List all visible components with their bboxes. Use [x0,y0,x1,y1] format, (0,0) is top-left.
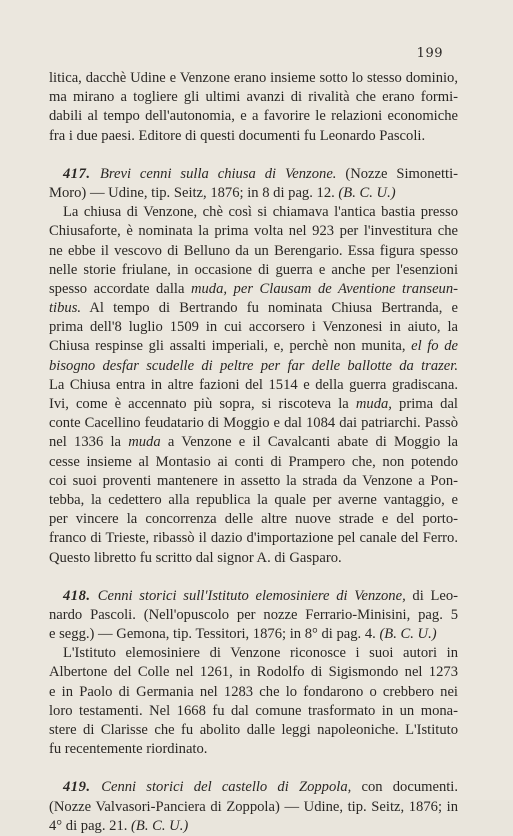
text-segment: tebba, la cedettero alla republica la quale per averne vantaggio, e [49,491,458,508]
entry-body-line [49,299,458,318]
text-line: fra i due paesi. Editore di questi documenti fu Leonardo Pascoli. [49,127,426,144]
text-segment: prima dell'8 luglio 1509 in cui accorsero i Venzonesi in aiuto, la [49,319,458,336]
entry-body-line [49,395,458,414]
text-segment: La Chiusa entra in altre fazioni del 1514 e della guerra gradiscana. [49,376,458,393]
entry-body-line [49,357,458,376]
text-segment: nelle storie friulane, in occasione di guerra e anche per l'esenzioni [49,261,458,278]
bibliography-entry [49,778,458,836]
entry-heading-line [49,817,458,836]
heading-text: nardo Pascoli. (Nell'opuscolo per nozze Ferrario-Minisini, pag. 5 [49,606,458,623]
italic-text: el fo de [411,338,458,355]
text-segment: Al tempo di Bertrando fu nominata Chiusa Bertranda, e [81,300,458,317]
page-text [49,69,458,836]
text-segment: cesse insieme al Montasio ai conti di Prampero che, non potendo [49,453,458,470]
entry-spacer [49,146,458,165]
entry-title: (B. C. U.) [379,626,437,643]
entry-body-line [49,433,458,452]
entry-body-line [49,491,458,510]
heading-text: (Nozze Valvasori-Panciera di Zoppola) — Udine, tip. Seitz, 1876; in [49,798,458,815]
text-segment: prima dal [391,396,458,412]
text-segment: a Venzone e il Cavalcanti abate di Moggio la [160,434,458,451]
entry-body-line [49,453,458,472]
text-segment: stere di Clarisse che fu abolito dalle leggi napoleoniche. L'Istituto [49,722,458,738]
bibliography-entries [49,146,458,836]
entry-title: (B. C. U.) [338,184,396,201]
entry-body-line [49,549,458,568]
heading-text: di Leo- [405,587,458,604]
text-segment: L'Istituto elemosiniere di Venzone riconosce i suoi autori in [63,645,458,662]
entry-body-line [49,702,458,721]
entry-title: Brevi cenni sulla chiusa di Venzone. [99,165,337,182]
entry-title: Cenni storici sull'Istituto elemosiniere di Venzone, [97,587,406,604]
entry-body-line [49,203,458,222]
entry-body-line [49,261,458,280]
text-line: litica, dacchè Udine e Venzone erano insieme sotto lo stesso dominio, [49,70,458,86]
entry-body-line [49,222,458,241]
entry-heading-line [49,587,458,606]
entry-heading-line [49,184,458,203]
entry-heading-line [49,165,458,184]
text-segment: La chiusa di Venzone, chè così si chiamava l'antica bastia presso [63,204,458,221]
entry-heading-line [49,606,458,625]
text-segment: spesso accordate dalla [49,280,191,297]
entry-body-line [49,510,458,529]
text-segment: Chiusa respinse gli assalti imperiali, e, perchè non munita, [49,338,412,355]
entry-number: 418. [63,587,98,604]
italic-text: muda [128,434,161,451]
italic-text: muda, [355,396,392,412]
heading-text: (Nozze Simonetti- [336,165,458,182]
text-segment: Chiusaforte, è nominata la prima volta nel 923 per l'investitura che [49,223,458,240]
entry-spacer [49,568,458,587]
entry-number: 419. [63,779,102,796]
entry-body-line [49,529,458,548]
entry-heading-line [49,798,458,817]
text-segment: nel 1336 la [49,434,129,451]
text-segment: coi suoi proventi mantenere in assetto la strada da Venzone a Pon- [49,472,458,489]
text-segment: ne ebbe il vescovo di Belluno da un Berengario. Essa figura spesso [49,242,458,259]
bibliography-entry [49,165,458,568]
entry-body-line [49,414,458,433]
italic-text: muda, per Clausam de Aventione transeun- [190,280,458,297]
bibliography-entry [49,587,458,760]
entry-body-line [49,663,458,682]
heading-text: con documenti. [351,779,458,796]
entry-number: 417. [63,165,100,182]
italic-text: tibus. [49,300,82,317]
text-segment: Albertone del Colle nel 1261, in Rodolfo di Sigismondo nel 1273 [49,664,458,681]
text-segment: fu recentemente riordinato. [49,741,208,758]
entry-body-line [49,376,458,395]
text-segment: Questo libretto fu scritto dal signor A. di Gasparo. [49,549,342,566]
text-line: ma mirano a togliere gli ultimi avanzi di rivalità che erano formi- [49,89,458,106]
text-segment: conte Cacellino feudatario di Moggio e dal 1084 dai patriarchi. Passò [49,415,458,432]
page-number: 199 [416,46,443,61]
italic-text: bisogno desfar scudelle di peltre per far delle ballotte da trazer. [49,357,458,374]
entry-body-line [49,721,458,740]
entry-body-line [49,644,458,663]
entry-heading-line [49,778,458,797]
text-segment: per vincere la concorrenza delle altre nuove strade e del porto- [49,511,458,528]
entry-title: (B. C. U.) [131,817,189,834]
entry-heading-line [49,625,458,644]
entry-body-line [49,318,458,337]
text-segment: Ivi, come è accennato più sopra, si riscoteva la [49,396,356,412]
heading-text: 4° di pag. 21. [49,817,132,834]
entry-body-line [49,242,458,261]
entry-body-line [49,472,458,491]
entry-body-line [49,280,458,299]
text-segment: franco di Trieste, ribassò il dazio d'importazione pel canale del Ferro. [49,530,458,547]
heading-text: e segg.) — Gemona, tip. Tessitori, 1876; in 8° di pag. 4. [49,626,380,643]
entry-body-line [49,683,458,702]
continued-paragraph [49,69,458,146]
entry-body-line [49,337,458,356]
entry-title: Cenni storici del castello di Zoppola, [101,779,352,796]
text-segment: e in Paolo di Germania nel 1283 che lo fondarono o crebbero nei [49,683,458,700]
entry-body-line [49,740,458,759]
text-line: dabili al tempo dell'autonomia, e a favorire le relazioni economiche [49,108,458,125]
heading-text: Moro) — Udine, tip. Seitz, 1876; in 8 di pag. 12. [49,184,339,201]
text-segment: loro testamenti. Nel 1668 fu dal comune trasformato in un mona- [49,702,458,719]
entry-spacer [49,759,458,778]
